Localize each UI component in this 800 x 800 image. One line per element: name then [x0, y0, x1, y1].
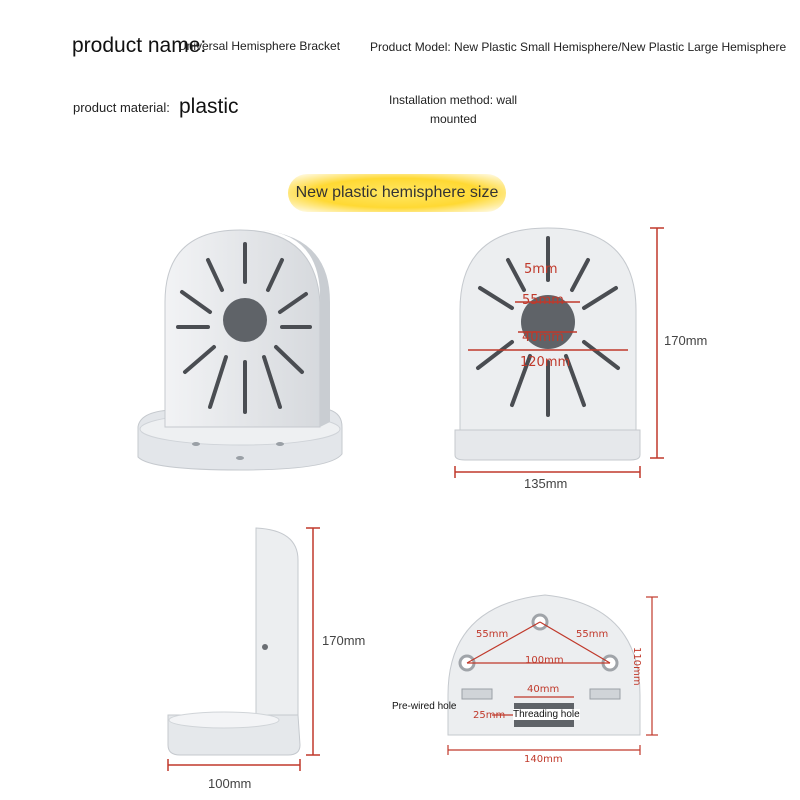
dim-center-40mm: 40mm	[522, 330, 564, 345]
product-model: Product Model: New Plastic Small Hemisphere/New Plastic Large Hemisphere	[370, 40, 787, 54]
bracket-front-view-image	[440, 220, 730, 500]
dim-base-depth: 110mm	[631, 647, 642, 686]
dim-thread-width: 40mm	[527, 684, 560, 695]
dim-base-width: 140mm	[524, 754, 563, 765]
material-value: plastic	[179, 95, 239, 118]
dim-inner-55mm: 55mm	[522, 293, 564, 308]
dim-side-depth: 100mm	[208, 776, 252, 791]
dim-base-hole-span: 100mm	[525, 655, 564, 666]
threading-hole-label: Threading hole	[513, 709, 580, 720]
size-banner-text: New plastic hemisphere size	[295, 184, 499, 201]
dim-front-base-width: 135mm	[524, 476, 568, 491]
bracket-perspective-image	[130, 222, 350, 472]
install-method-line2: mounted	[430, 112, 477, 126]
bracket-side-view-image	[160, 520, 330, 780]
dim-base-right-55mm: 55mm	[576, 629, 609, 640]
dim-front-height: 170mm	[664, 333, 708, 348]
dim-hole-5mm: 5mm	[524, 262, 558, 277]
size-banner	[288, 174, 506, 212]
product-name-value: Universal Hemisphere Bracket	[178, 39, 341, 53]
dim-base-left-55mm: 55mm	[476, 629, 509, 640]
product-name-label: product name:	[72, 34, 207, 57]
prewired-hole-label: Pre-wired hole	[392, 701, 457, 712]
dim-thread-offset: 25mm	[473, 710, 506, 721]
material-label: product material:	[73, 100, 170, 115]
dim-side-height: 170mm	[322, 633, 366, 648]
dim-width-120mm: 120mm	[520, 355, 571, 370]
install-method-line1: Installation method: wall	[389, 93, 518, 107]
